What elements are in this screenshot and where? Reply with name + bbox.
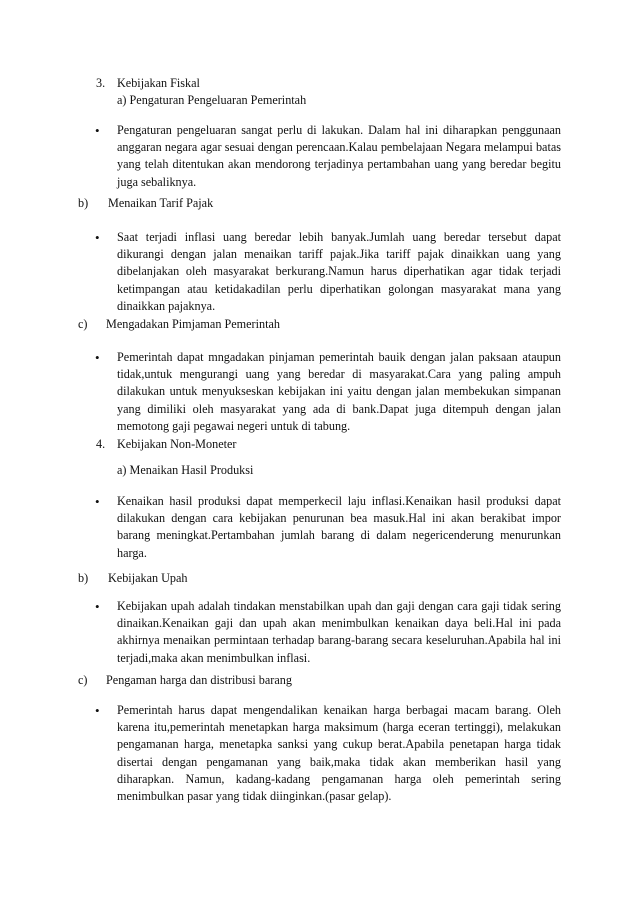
bullet-icon: • <box>95 703 100 718</box>
heading-pengaman-harga: Pengaman harga dan distribusi barang <box>106 673 292 687</box>
bullet-icon: • <box>95 599 100 614</box>
paragraph-pengaturan-pengeluaran: Pengaturan pengeluaran sangat perlu di lakukan. Dalam hal ini diharapkan penggunaan anggaran negara agar sesuai dengan perencaan.Kalau pembelajaan Negara melampui batas yang telah ditentukan akan mendorong terjadinya pertambahan uang yang beredar begitu juga sebaliknya. <box>117 123 561 189</box>
bullet-icon: • <box>95 123 100 138</box>
subheading-menaikan-hasil-produksi: a) Menaikan Hasil Produksi <box>117 463 254 477</box>
heading-kebijakan-fiskal: Kebijakan Fiskal <box>117 76 200 90</box>
list-letter-c: c) <box>78 673 88 687</box>
heading-kebijakan-upah: Kebijakan Upah <box>108 571 188 585</box>
list-letter-c: c) <box>78 317 88 331</box>
paragraph-menaikan-tarif-pajak: Saat terjadi inflasi uang beredar lebih banyak.Jumlah uang beredar tersebut dapat dikurangi dengan jalan menaikan tariff pajak.Jika tariff pajak dinaikkan uang yang dibelanjakan oleh masyarakat berkurang.Namun harus diperhatikan agar tidak terjadi ketimpangan atau ketidakadilan perlu diperhatikan golongan masyarakat mana yang dinaikkan pajaknya. <box>117 230 561 313</box>
list-number-4: 4. <box>96 437 106 451</box>
list-number-3: 3. <box>96 76 106 90</box>
bullet-icon: • <box>95 350 100 365</box>
heading-mengadakan-pinjaman: Mengadakan Pimjaman Pemerintah <box>106 317 280 331</box>
heading-menaikan-tarif-pajak: Menaikan Tarif Pajak <box>108 196 214 210</box>
subheading-pengaturan-pengeluaran: a) Pengaturan Pengeluaran Pemerintah <box>117 93 307 107</box>
heading-kebijakan-non-moneter: Kebijakan Non-Moneter <box>117 437 237 451</box>
bullet-icon: • <box>95 494 100 509</box>
list-letter-b: b) <box>78 571 89 585</box>
paragraph-menaikan-hasil-produksi: Kenaikan hasil produksi dapat memperkecil laju inflasi.Kenaikan hasil produksi dapat dilakukan dengan cara kebijakan penurunan bea masuk.Hal ini akan berakibat impor barang meningkat.Pertambahan jumlah barang di dalam negericenderung menurunkan harga. <box>117 494 561 560</box>
paragraph-pengaman-harga: Pemerintah harus dapat mengendalikan kenaikan harga berbagai macam barang. Oleh karena itu,pemerintah menetapkan harga maksimum (harga eceran tertinggi), melakukan pengamanan harga, menetapka sanksi yang cukup berat.Apabila penetapan harga tidak disertai dengan pengamanan yang baik,maka tidak akan memberikan hasil yang diharapkan. Namun, kadang-kadang pengamanan harga oleh pemerintah sering menimbulkan pasar yang tidak diinginkan.(pasar gelap). <box>117 703 561 804</box>
paragraph-mengadakan-pinjaman: Pemerintah dapat mngadakan pinjaman pemerintah bauik dengan jalan paksaan ataupun tidak,untuk mengurangi uang yang beredar di masyarakat.Cara yang paling ampuh dilakukan untuk menyukseskan kebijakan ini yaitu dengan jalan membekukan simpanan yang dimiliki oleh masyarakat yang ada di bank.Dapat juga ditempuh dengan jalan memotong gaji pegawai negeri untuk di tabung. <box>117 350 561 433</box>
bullet-icon: • <box>95 230 100 245</box>
list-letter-b: b) <box>78 196 89 210</box>
paragraph-kebijakan-upah: Kebijakan upah adalah tindakan menstabilkan upah dan gaji dengan cara gaji tidak sering dinaikan.Kenaikan gaji dan upah akan menimbulkan kenaikan daya beli.Hal ini pada akhirnya menaikan permintaan terhadap barang-barang secara keseluruhan.Apabila hal ini terjadi,maka akan menimbulkan inflasi. <box>117 599 561 665</box>
